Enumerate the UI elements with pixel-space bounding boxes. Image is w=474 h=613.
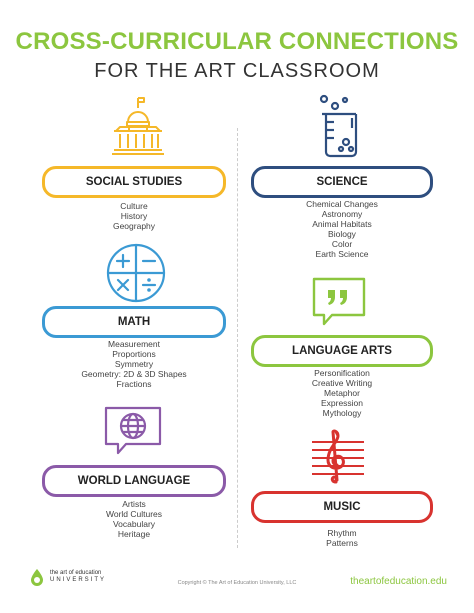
copyright-text: Copyright © The Art of Education University, LLC [177, 580, 297, 586]
subject-pill-social-studies [42, 166, 226, 198]
social-studies-topics [42, 201, 226, 231]
list-item: Metaphor [324, 388, 360, 398]
list-item: Astronomy [321, 209, 363, 219]
list-item: Proportions [112, 349, 156, 359]
list-item: Rhythm [327, 528, 357, 538]
subject-pill-science [251, 166, 433, 198]
treble-clef-icon [310, 428, 366, 486]
list-item: Chemical Changes [306, 199, 378, 209]
list-item: Biology [328, 229, 356, 239]
list-item: Animal Habitats [312, 219, 372, 229]
list-item: Heritage [117, 529, 151, 539]
list-item: Mythology [322, 408, 362, 418]
logo-line1: the art of education [50, 570, 102, 576]
subject-label: MUSIC [323, 501, 361, 513]
list-item: World Cultures [105, 509, 163, 519]
logo-line2: UNIVERSITY [50, 577, 107, 583]
music-topics [251, 528, 433, 548]
list-item: Culture [120, 201, 148, 211]
list-item: Patterns [326, 538, 358, 548]
website-link[interactable]: theartofeducation.edu [350, 576, 447, 587]
list-item: Expression [320, 398, 364, 408]
subject-pill-language-arts [251, 335, 433, 367]
list-item: History [120, 211, 148, 221]
subject-label: WORLD LANGUAGE [77, 475, 191, 487]
science-topics [251, 199, 433, 259]
list-item: Measurement [108, 339, 160, 349]
subject-label: MATH [117, 316, 151, 328]
subject-pill-math [42, 306, 226, 338]
capitol-building-icon [108, 96, 168, 158]
beaker-icon [316, 94, 366, 160]
list-item: Symmetry [114, 359, 154, 369]
math-topics [42, 339, 226, 389]
subject-label: LANGUAGE ARTS [292, 345, 392, 357]
list-item: Artists [122, 499, 146, 509]
page-title: CROSS-CURRICULAR CONNECTIONS [15, 28, 459, 55]
list-item: Fractions [116, 379, 152, 389]
list-item: Personification [314, 368, 370, 378]
list-item: Earth Science [315, 249, 369, 259]
center-divider [237, 128, 238, 548]
list-item: Vocabulary [112, 519, 156, 529]
subject-pill-world-language [42, 465, 226, 497]
math-operators-icon [105, 242, 167, 304]
language-arts-topics [251, 368, 433, 418]
list-item: Creative Writing [311, 378, 373, 388]
list-item: Color [331, 239, 353, 249]
page-subtitle: FOR THE ART CLASSROOM [94, 60, 380, 82]
subject-label: SOCIAL STUDIES [85, 176, 183, 188]
quote-bubble-icon [311, 276, 367, 328]
list-item: Geometry: 2D & 3D Shapes [81, 369, 187, 379]
globe-speech-icon [103, 405, 163, 457]
world-language-topics [42, 499, 226, 539]
list-item: Geography [112, 221, 156, 231]
subject-label: SCIENCE [316, 176, 368, 188]
subject-pill-music [251, 491, 433, 523]
